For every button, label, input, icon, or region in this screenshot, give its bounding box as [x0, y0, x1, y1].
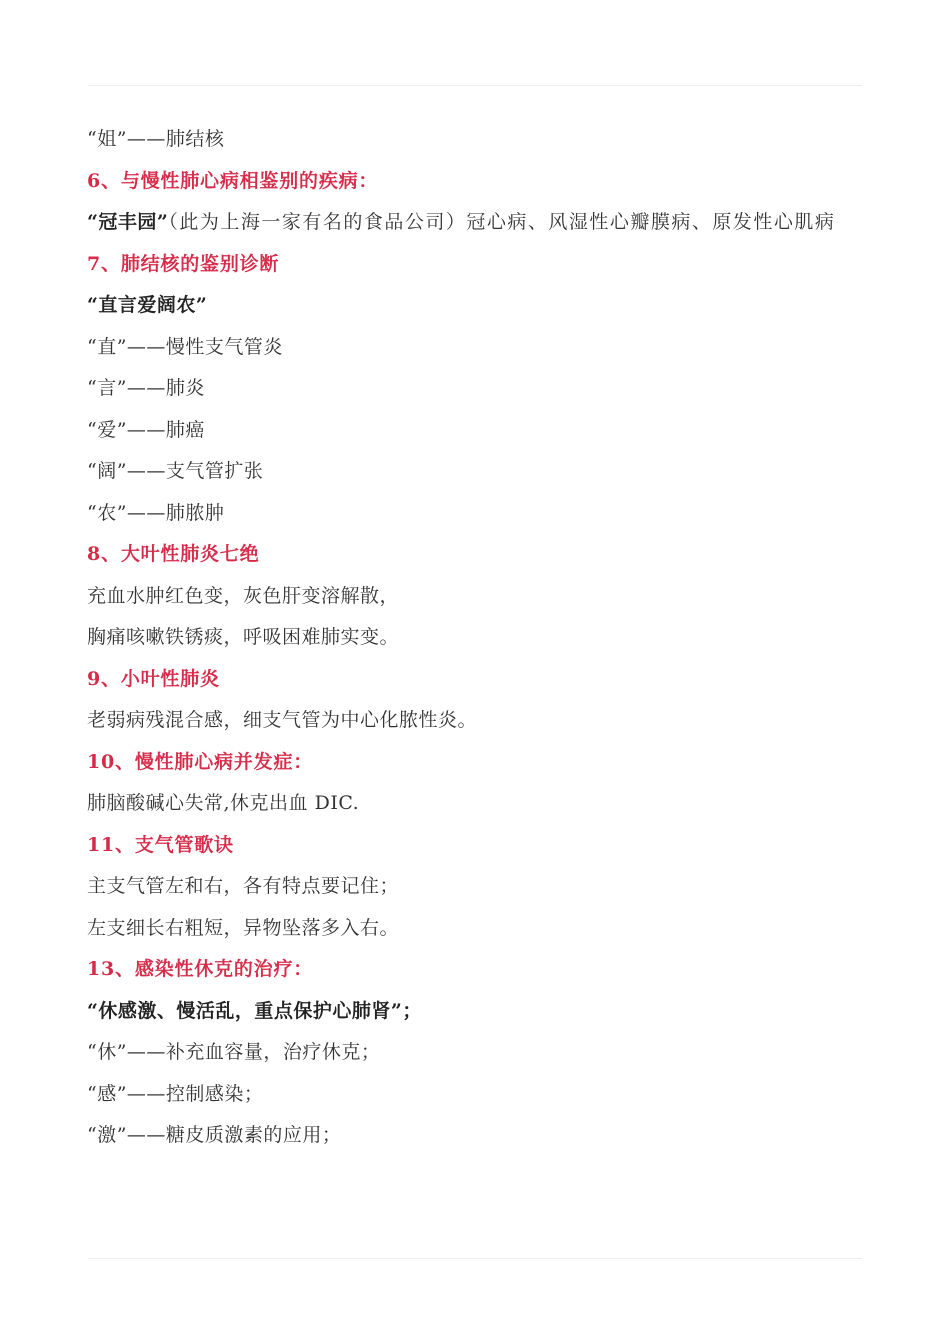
section-heading: 8、大叶性肺炎七绝 — [87, 543, 260, 565]
mnemonic-phrase: “直言爱阔农” — [87, 294, 208, 316]
mnemonic-item: “爱”——肺癌 — [87, 418, 205, 441]
mnemonic-item: “休”——补充血容量，治疗休克； — [87, 1041, 381, 1063]
verse-line: 左支细长右粗短，异物坠落多入右。 — [87, 916, 400, 939]
mnemonic-item: “农”——肺脓肿 — [87, 501, 225, 524]
paragraph — [87, 202, 867, 244]
mnemonic-item: “姐”——肺结核 — [87, 128, 225, 150]
section-heading: 7、肺结核的鉴别诊断 — [87, 252, 280, 275]
mnemonic-item: “激”——糖皮质激素的应用； — [87, 1124, 342, 1146]
section-heading: 10、慢性肺心病并发症： — [87, 750, 314, 773]
verse-line: 充血水肿红色变，灰色肝变溶解散， — [87, 584, 400, 607]
section-heading: 13、感染性休克的治疗： — [87, 958, 314, 980]
mnemonic-phrase: “冠丰园” — [87, 211, 169, 233]
mnemonic-phrase: “休感激、慢活乱，重点保护心肺肾”； — [87, 999, 422, 1022]
verse-line: 肺脑酸碱心失常,休克出血 DIC. — [87, 792, 360, 814]
mnemonic-item: “直”——慢性支气管炎 — [87, 335, 283, 358]
bottom-divider — [88, 1258, 862, 1259]
top-divider — [88, 85, 862, 86]
section-heading: 11、支气管歌诀 — [87, 833, 234, 856]
section-heading: 9、小叶性肺炎 — [87, 667, 220, 690]
document-body — [87, 119, 867, 1157]
mnemonic-item: “感”——控制感染； — [87, 1082, 264, 1105]
verse-line: 胸痛咳嗽铁锈痰，呼吸困难肺实变。 — [87, 626, 400, 648]
paragraph-text: （此为上海一家有名的食品公司）冠心病、风湿性心瓣膜病、原发性心肌病 — [168, 211, 836, 233]
mnemonic-item: “阔”——支气管扩张 — [87, 460, 264, 482]
verse-line: 主支气管左和右，各有特点要记住； — [87, 875, 400, 897]
section-heading: 6、与慢性肺心病相鉴别的疾病： — [87, 169, 379, 192]
mnemonic-item: “言”——肺炎 — [87, 377, 205, 399]
verse-line: 老弱病残混合感，细支气管为中心化脓性炎。 — [87, 709, 478, 731]
